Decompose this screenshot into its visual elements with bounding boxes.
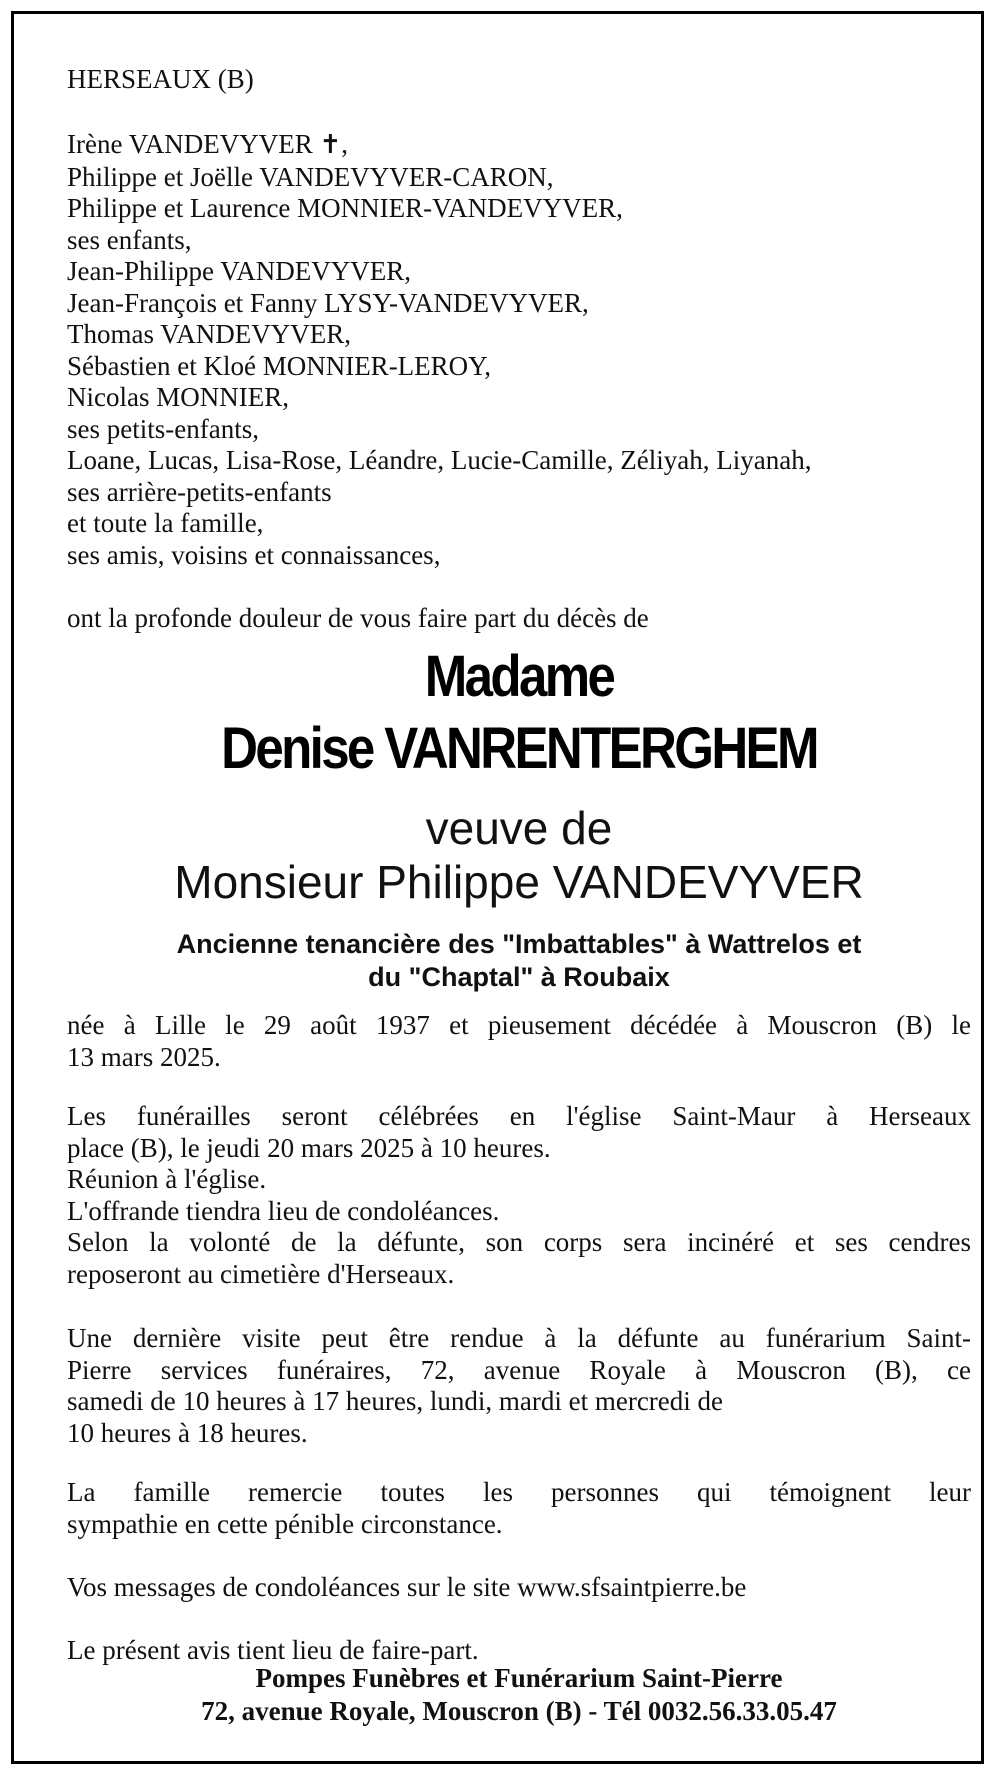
paragraph-line: samedi de 10 heures à 17 heures, lundi, mardi et mercredi de	[67, 1386, 724, 1416]
birth-death-paragraph	[67, 1010, 971, 1073]
paragraph-line: Réunion à l'église.	[67, 1164, 267, 1194]
family-line-great-grandchildren-names: Loane, Lucas, Lisa-Rose, Léandre, Lucie-Camille, Zéliyah, Liyanah,	[67, 445, 812, 475]
husband-name: Monsieur Philippe VANDEVYVER	[174, 856, 864, 908]
family-line: ses enfants,	[67, 224, 192, 255]
paragraph-line: née à Lille le 29 août 1937 et pieusement décédée à Mouscron (B) le	[67, 1010, 971, 1040]
deceased-title: Madame	[424, 644, 614, 709]
visit-paragraph	[67, 1323, 971, 1449]
family-line: ses arrière-petits-enfants	[67, 476, 332, 507]
paragraph-line: Selon la volonté de la défunte, son corps sera incinéré et ses cendres	[67, 1227, 971, 1257]
family-line: ses petits-enfants,	[67, 413, 259, 444]
paragraph-line: Vos messages de condoléances sur le site www.sfsaintpierre.be	[67, 1572, 747, 1602]
paragraph-line: Une dernière visite peut être rendue à la défunte au funérarium Saint-	[67, 1323, 971, 1353]
paragraph-line: Les funérailles seront célébrées en l'église Saint-Maur à Herseaux	[67, 1101, 971, 1131]
deceased-name: Denise VANRENTERGHEM	[221, 716, 817, 781]
paragraph-line: 13 mars 2025.	[67, 1041, 221, 1072]
place-heading: HERSEAUX (B)	[67, 64, 254, 94]
funeral-home-address: 72, avenue Royale, Mouscron (B) - Tél 0032.56.33.05.47	[201, 1696, 837, 1726]
family-line: Philippe et Laurence MONNIER-VANDEVYVER,	[67, 193, 623, 223]
paragraph-line: reposeront au cimetière d'Herseaux.	[67, 1258, 455, 1289]
paragraph-line: place (B), le jeudi 20 mars 2025 à 10 heures.	[67, 1132, 551, 1163]
occupation-line: du "Chaptal" à Roubaix	[368, 962, 670, 992]
spouse-suffix: ,	[341, 129, 349, 159]
cross-icon: ✝	[319, 130, 342, 160]
paragraph-line: La famille remercie toutes les personnes qui témoignent leur	[67, 1477, 971, 1507]
family-line: Jean-Philippe VANDEVYVER,	[67, 256, 411, 286]
funeral-home-name: Pompes Funèbres et Funérarium Saint-Pierre	[255, 1663, 783, 1693]
family-list	[67, 129, 811, 571]
paragraph-line: Le présent avis tient lieu de faire-part.	[67, 1635, 479, 1665]
family-line: et toute la famille,	[67, 508, 264, 538]
family-line: Philippe et Joëlle VANDEVYVER-CARON,	[67, 161, 554, 192]
family-line-spouse	[67, 129, 811, 162]
spouse-name: Irène VANDEVYVER	[67, 129, 313, 159]
family-line: Sébastien et Kloé MONNIER-LEROY,	[67, 350, 491, 381]
paragraph-line: sympathie en cette pénible circonstance.	[67, 1508, 503, 1539]
occupation	[67, 928, 971, 994]
paragraph-line: Pierre services funéraires, 72, avenue Royale à Mouscron (B), ce	[67, 1354, 971, 1385]
condolences-website-line	[67, 1572, 971, 1604]
paragraph-line: L'offrande tiendra lieu de condoléances.	[67, 1195, 500, 1226]
family-line: Thomas VANDEVYVER,	[67, 319, 352, 349]
paragraph-line: 10 heures à 18 heures.	[67, 1417, 308, 1448]
funeral-home-footer	[67, 1662, 971, 1728]
obituary-frame	[11, 11, 984, 1764]
thanks-paragraph	[67, 1477, 971, 1540]
widow-of-label: veuve de	[425, 802, 613, 854]
family-line: Nicolas MONNIER,	[67, 382, 289, 412]
funeral-paragraph	[67, 1101, 971, 1290]
announcement-intro: ont la profonde douleur de vous faire part du décès de	[67, 603, 649, 633]
family-line: Jean-François et Fanny LYSY-VANDEVYVER,	[67, 287, 589, 318]
occupation-line: Ancienne tenancière des "Imbattables" à Wattrelos et	[176, 929, 862, 959]
family-line: ses amis, voisins et connaissances,	[67, 539, 441, 570]
